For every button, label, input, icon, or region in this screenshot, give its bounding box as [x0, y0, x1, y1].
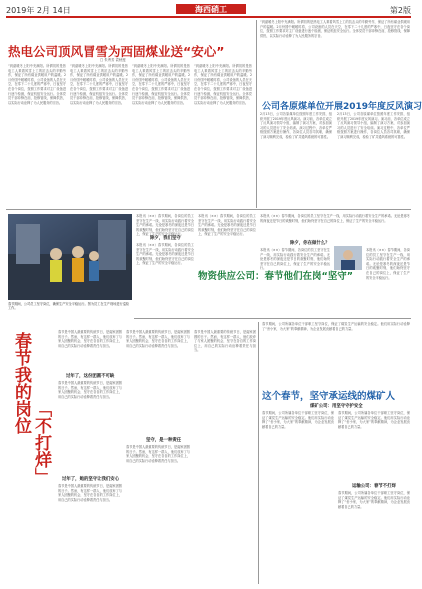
article2-body-col1: 2月13日，公司各原煤单位按照年度工作安排，组织开展了2019年度反风演习。演习前，各单位成立了反风演习领导小组，编制了演习方案，对参加演习的人员进行了安全培训。演习过程中，各单位严格按照方案进行操作，各岗位人员各司其职，确保了演习顺利完成，检验了矿井通风系统的可靠性。 — [260, 112, 332, 139]
article1-continued: “到湛暖冬上阳中充满阳。所谓初的是热电工人乘着风雪上工的抗击头的辛勤劳作，保证了所有煤业供暖用户的温暖。2月份国中暖暖时将，公司设备的人员在天空，在零下二十几度的严寒中，日夜坚守在各个岗位，按照工作要求对主厂设备进行逐个检测，保证机组安全运行。全体党员干部冲锋在前，抢修管线，保障供热，以实际行动诠释了为人民服务的宗旨。 — [260, 20, 410, 38]
article5-body-col3: 春节是中国人最重要的传统节日，是阖家团圆的日子。然而，有这样一群人，他们放弃了与家人团聚的机会，坚守在各自的工作岗位上，用自己的实际行动诠释着责任与担当。 — [194, 330, 256, 353]
article6-subhead-2: 运输公司：春节不打烊 — [352, 484, 396, 489]
article1-body-col1: “到湛暖冬上阳中充满阳。所谓初的是热电工人乘着风雪上工的抗击头的辛勤劳作，保证了所有煤业供暖用户的温暖。2月份国中暖暖时将，公司设备的人员在天空，在零下二十几度的严寒中，日夜坚守在各个岗位，按照工作要求对主厂设备进行逐个检测，保证机组安全运行。全体党员干部冲锋在前，抢修管线，保障供热，以实际行动诠释了为人民服务的宗旨。 — [8, 64, 66, 105]
article2-headline: 公司各原煤单位开展2019年度反风演习 — [262, 102, 422, 112]
section-divider — [6, 209, 411, 210]
article3-body-col1b: 本报讯（××）春节期间，各岗位的员工坚守在生产一线，用实际行动践行着安全生产的承诺。无论是寒冬的深夜还是节日的欢聚时刻，他们始终坚守在自己的岗位上，保证了生产的安全平稳运行。 — [136, 243, 194, 266]
article3-body-col4: 本报讯（××）春节期间，各岗位的员工坚守在生产一线，用实际行动践行着安全生产的承诺。无论是寒冬的深夜还是节日的欢聚时刻，他们始终坚守在自己的岗位上，保证了生产的安全平稳运行。 — [260, 248, 330, 271]
article5-headline-line2: 「不打烊」 — [31, 400, 51, 485]
article1-byline: □ 朱秀芳 袁秋莲 — [100, 58, 126, 62]
article5-headline-line1: 春节我的岗位 — [11, 332, 31, 434]
article3-body-col3: 本报讯（××）春节期间，各岗位的员工坚守在生产一线，用实际行动践行着安全生产的承诺。无论是寒冬的深夜还是节日的欢聚时刻，他们始终坚守在自己的岗位上，保证了生产的安全平稳运行。 — [260, 214, 410, 223]
worker-portrait — [334, 246, 362, 270]
article3-body-col5: 本报讯（××）春节期间，各岗位的员工坚守在生产一线，用实际行动践行着安全生产的承诺。无论是寒冬的深夜还是节日的欢聚时刻，他们始终坚守在自己的岗位上，保证了生产的安全平稳运行。 — [366, 248, 410, 280]
article5-subhead-1: 过年了，这份团圆不可缺 — [66, 374, 115, 379]
article6-subhead-1: 煤矿公司：用坚守守护安全 — [310, 404, 363, 409]
article5-body-col1b: 春节是中国人最重要的传统节日，是阖家团圆的日子。然而，有这样一群人，他们放弃了与家人团聚的机会，坚守在各自的工作岗位上，用自己的实际行动诠释着责任与担当。 — [58, 381, 122, 399]
masthead — [6, 4, 411, 16]
photo-caption: 春节期间，公司员工坚守岗位，确保生产安全平稳运行。图为员工在生产现场进行巡检工作。 — [8, 302, 130, 311]
article3-subhead-2: 除夕，你在做什么？ — [290, 241, 330, 246]
worker-portrait-graphic — [334, 246, 362, 270]
article6-intro: 春节期间，公司所属各单位干部职工坚守岗位，保证了煤炭生产运输的安全稳定。他们用实际行动诠释了“舍小家，为大家”的奉献精神，为企业发展贡献着自己的力量。 — [262, 322, 410, 331]
article6-body-col2b: 春节期间，公司所属各单位干部职工坚守岗位，保证了煤炭生产运输的安全稳定。他们用实际行动诠释了“舍小家，为大家”的奉献精神，为企业发展贡献着自己的力量。 — [338, 491, 410, 509]
article1-body-col4: “到湛暖冬上阳中充满阳。所谓初的是热电工人乘着风雪上工的抗击头的辛勤劳作，保证了所有煤业供暖用户的温暖。2月份国中暖暖时将，公司设备的人员在天空，在零下二十几度的严寒中，日夜坚守在各个岗位，按照工作要求对主厂设备进行逐个检测，保证机组安全运行。全体党员干部冲锋在前，抢修管线，保障供热，以实际行动诠释了为人民服务的宗旨。 — [194, 64, 252, 105]
article1-body-col3: “到湛暖冬上阳中充满阳。所谓初的是热电工人乘着风雪上工的抗击头的辛勤劳作，保证了所有煤业供暖用户的温暖。2月份国中暖暖时将，公司设备的人员在天空，在零下二十几度的严寒中，日夜坚守在各个岗位，按照工作要求对主厂设备进行逐个检测，保证机组安全运行。全体党员干部冲锋在前，抢修管线，保障供热，以实际行动诠释了为人民服务的宗旨。 — [132, 64, 190, 105]
article5-body-col1: 春节是中国人最重要的传统节日，是阖家团圆的日子。然而，有这样一群人，他们放弃了与家人团聚的机会，坚守在各自的工作岗位上，用自己的实际行动诠释着责任与担当。 — [58, 330, 122, 348]
news-photo — [8, 214, 132, 300]
article1-body-col2: “到湛暖冬上阳中充满阳。所谓初的是热电工人乘着风雪上工的抗击头的辛勤劳作，保证了所有煤业供暖用户的温暖。2月份国中暖暖时将，公司设备的人员在天空，在零下二十几度的严寒中，日夜坚守在各个岗位，按照工作要求对主厂设备进行逐个检测，保证机组安全运行。全体党员干部冲锋在前，抢修管线，保障供热，以实际行动诠释了为人民服务的宗旨。 — [70, 64, 128, 105]
article5-body-col2: 春节是中国人最重要的传统节日，是阖家团圆的日子。然而，有这样一群人，他们放弃了与家人团聚的机会，坚守在各自的工作岗位上，用自己的实际行动诠释着责任与担当。 — [126, 330, 190, 348]
masthead-rule — [6, 16, 411, 18]
article3-body-col2: 本报讯（××）春节期间，各岗位的员工坚守在生产一线，用实际行动践行着安全生产的承诺。无论是寒冬的深夜还是节日的欢聚时刻，他们始终坚守在自己的岗位上，保证了生产的安全平稳运行。 — [198, 214, 256, 237]
article3-body-col1: 本报讯（××）春节期间，各岗位的员工坚守在生产一线，用实际行动践行着安全生产的承诺。无论是寒冬的深夜还是节日的欢聚时刻，他们始终坚守在自己的岗位上，保证了生产的安全平稳运行。 — [136, 214, 194, 237]
article3-subhead-1: 除夕，我们坚守 — [150, 236, 181, 241]
column-divider — [256, 20, 257, 208]
news-photo-graphic — [8, 214, 132, 300]
article5-body-col1c: 春节是中国人最重要的传统节日，是阖家团圆的日子。然而，有这样一群人，他们放弃了与家人团聚的机会，坚守在各自的工作岗位上，用自己的实际行动诠释着责任与担当。 — [58, 484, 122, 502]
article5-subhead-2: 过年了，她的坚守让我们安心 — [62, 477, 120, 482]
column-divider-2 — [258, 322, 259, 584]
article5-subhead-3: 坚守，是一种责任 — [146, 438, 182, 443]
section-divider-2 — [134, 318, 411, 319]
article2-body-col2: 2月13日，公司各原煤单位按照年度工作安排，组织开展了2019年度反风演习。演习前，各单位成立了反风演习领导小组，编制了演习方案，对参加演习的人员进行了安全培训。演习过程中，各单位严格按照方案进行操作，各岗位人员各司其职，确保了演习顺利完成，检验了矿井通风系统的可靠性。 — [337, 112, 410, 139]
article6-body-col2: 春节期间，公司所属各单位干部职工坚守岗位，保证了煤炭生产运输的安全稳定。他们用实际行动诠释了“舍小家，为大家”的奉献精神，为企业发展贡献着自己的力量。 — [338, 411, 410, 429]
article6-body-col1: 春节期间，公司所属各单位干部职工坚守岗位，保证了煤炭生产运输的安全稳定。他们用实际行动诠释了“舍小家，为大家”的奉献精神，为企业发展贡献着自己的力量。 — [262, 411, 334, 429]
article5-body-col2b: 春节是中国人最重要的传统节日，是阖家团圆的日子。然而，有这样一群人，他们放弃了与家人团聚的机会，坚守在各自的工作岗位上，用自己的实际行动诠释着责任与担当。 — [126, 445, 190, 463]
article4-headline: 物资供应公司：春节他们在岗“坚守” — [198, 271, 353, 282]
issue-date: 2019年 2月 14日 — [6, 6, 71, 15]
article1-headline: 热电公司顶风冒雪为西固煤业送“安心” — [8, 44, 225, 59]
page-number: 第2版 — [389, 6, 411, 15]
article6-headline: 这个春节，坚守承运线的煤矿人 — [262, 391, 396, 402]
newspaper-logo: 海西硝工 — [176, 4, 246, 14]
